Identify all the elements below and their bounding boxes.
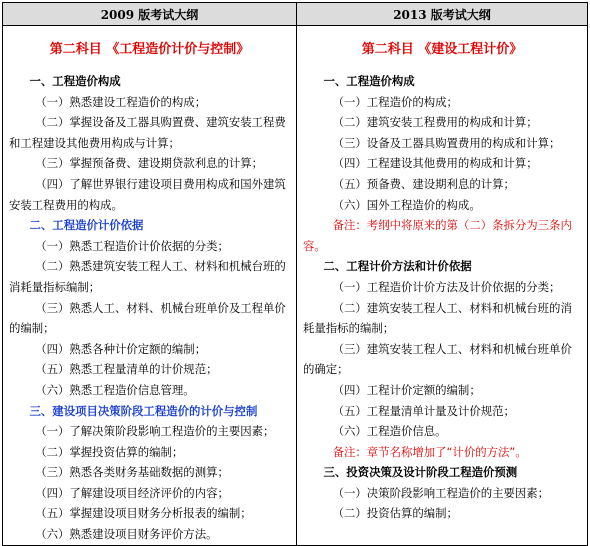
remark-note: 备注：考纲中将原来的第（二）条拆分为三条内容。 [303, 218, 572, 253]
outline-item: （四）了解建设项目经济评价的内容； [35, 485, 229, 500]
outline-item: （一）决策阶段影响工程造价的主要因素； [332, 485, 550, 500]
outline-item: （五）熟悉工程量清单的计价规范； [35, 362, 218, 377]
subject-title-2013: 第二科目 《建设工程计价》 [361, 42, 523, 57]
header-2013: 2013 版考试大纲 [297, 3, 588, 26]
outline-item: （六）熟悉建设项目财务评价方法。 [35, 527, 218, 542]
section-heading: 一、工程造价构成 [323, 74, 415, 88]
outline-item: （二）熟悉建筑安装工程人工、材料和机械台班的消耗量指标编制； [9, 259, 286, 294]
outline-item: （三）建筑安装工程人工、材料和机械台班单价的确定； [303, 341, 572, 377]
outline-item: （四）了解世界银行建设项目费用构成和国外建筑安装工程费用的构成。 [9, 176, 286, 212]
outline-item: （四）熟悉各种计价定额的编制； [35, 341, 207, 356]
outline-list-2013 [303, 71, 581, 524]
outline-item: （二）建筑安装工程费用的构成和计算； [332, 115, 538, 130]
outline-item: （六）工程造价信息。 [332, 424, 447, 439]
outline-item: （二）投资估算的编制； [332, 506, 458, 521]
outline-item: （一）熟悉工程造价计价依据的分类； [35, 238, 229, 253]
outline-item: （一）了解决策阶段影响工程造价的主要因素； [35, 424, 275, 439]
column-2013 [297, 26, 588, 546]
outline-item: （五）预备费、建设期利息的计算； [332, 176, 515, 191]
section-heading: 一、工程造价构成 [29, 74, 121, 88]
outline-item: （一）工程造价的构成； [332, 94, 458, 109]
section-heading: 二、工程造价计价依据 [29, 218, 144, 233]
outline-item: （二）建筑安装工程人工、材料和机械台班的消耗量指标的编制； [303, 300, 572, 336]
header-row [3, 3, 588, 26]
section-heading: 二、工程计价方法和计价依据 [323, 259, 472, 274]
content-row [3, 26, 588, 546]
outline-item: （六）熟悉工程造价信息管理。 [35, 382, 195, 397]
section-heading: 三、建设项目决策阶段工程造价的计价与控制 [29, 403, 258, 418]
outline-item: （四）工程计价定额的编制； [332, 382, 481, 397]
outline-item: （一）熟悉建设工程造价的构成； [35, 94, 207, 109]
outline-item: （三）掌握预备费、建设期贷款利息的计算； [35, 156, 264, 171]
column-2009 [3, 26, 297, 546]
remark-note: 备注：章节名称增加了“计价的方法”。 [332, 444, 527, 459]
outline-item: （三）设备及工器具购置费用的构成和计算； [332, 135, 561, 150]
outline-item: （三）熟悉人工、材料、机械台班单价及工程单价的编制； [9, 300, 286, 336]
subject-title-2009: 第二科目 《工程造价计价与控制》 [49, 42, 250, 57]
outline-item: （五）工程量清单计量及计价规范； [332, 403, 515, 418]
outline-item: （五）掌握建设项目财务分析报表的编制； [35, 506, 252, 521]
outline-item: （二）掌握投资估算的编制； [35, 444, 184, 459]
syllabus-comparison-table [2, 2, 588, 546]
outline-item: （三）熟悉各类财务基础数据的测算； [35, 465, 229, 480]
section-heading: 三、投资决策及设计阶段工程造价预测 [323, 465, 518, 480]
outline-list-2009 [9, 71, 290, 545]
outline-item: （六）国外工程造价的构成。 [332, 197, 481, 212]
outline-item: （一）工程造价计价方法及计价依据的分类； [332, 279, 561, 294]
header-2009: 2009 版考试大纲 [3, 3, 297, 26]
outline-item: （四）工程建设其他费用的构成和计算； [332, 156, 538, 171]
outline-item: （二）掌握设备及工器具购置费、建筑安装工程费和工程建设其他费用构成与计算； [9, 115, 286, 150]
